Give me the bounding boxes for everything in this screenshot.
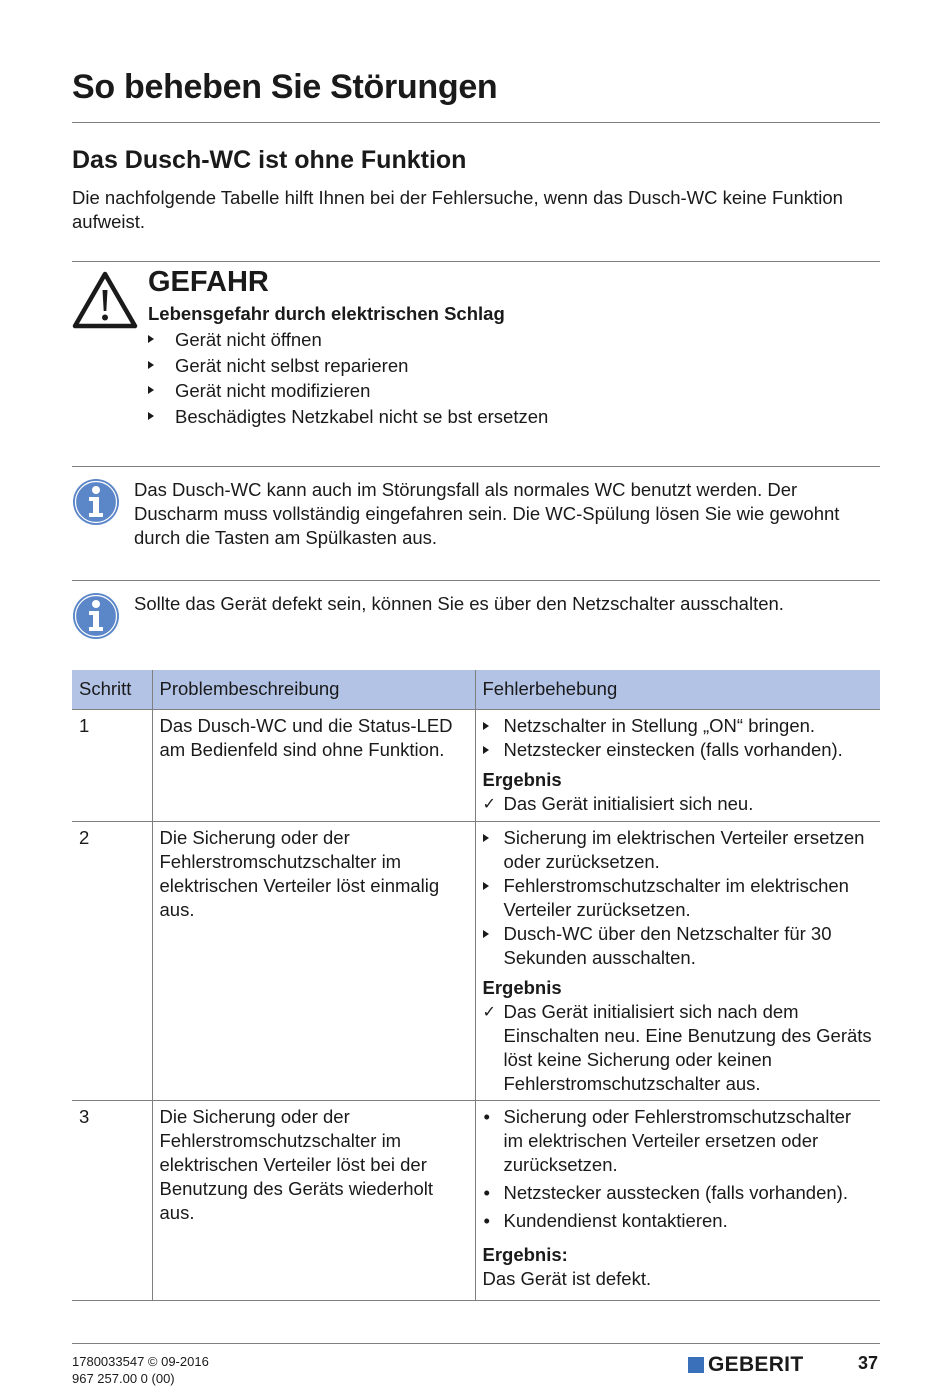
action-item: • Kundendienst kontaktieren. <box>483 1209 728 1231</box>
step-cell: 1 <box>72 709 152 821</box>
page-number: 37 <box>858 1353 879 1373</box>
action-list <box>483 714 874 762</box>
part-number: 967 257.00 0 (00) <box>72 1371 175 1386</box>
problem-cell: Die Sicherung oder der Fehlerstromschutzschalter im elektrischen Verteiler löst bei der Benutzung des Geräts wiederholt aus. <box>152 1100 475 1300</box>
intro-text: Die nachfolgende Tabelle hilft Ihnen bei der Fehlersuche, wenn das Dusch-WC keine Funktion aufweist. <box>72 187 843 232</box>
brand-logo <box>688 1354 803 1376</box>
action-item: Netzschalter in Stellung „ON“ bringen. <box>483 714 874 738</box>
note-text: Das Dusch-WC kann auch im Störungsfall als normales WC benutzt werden. Der Duscharm muss vollständig eingefahren sein. Die WC-Spülung lösen Sie wie gewohnt durch die Tasten am Spülkasten aus. <box>134 479 840 548</box>
danger-divider <box>72 261 880 262</box>
arrow-icon <box>483 930 489 938</box>
note-divider <box>72 580 880 581</box>
footer-divider <box>72 1343 880 1344</box>
column-header-fix: Fehlerbehebung <box>475 670 880 709</box>
fix-cell <box>475 821 880 1100</box>
warning-triangle-icon <box>72 271 138 329</box>
table-row <box>72 821 880 1100</box>
result-label: Ergebnis <box>482 976 562 998</box>
info-icon <box>72 592 120 640</box>
problem-cell: Das Dusch-WC und die Status-LED am Bedienfeld sind ohne Funktion. <box>152 709 475 821</box>
result-item: ✓ Das Gerät initialisiert sich nach dem Einschalten neu. Eine Benutzung des Geräts löst keine Sicherung oder keinen Fehlerstromschutzschalter aus. <box>482 1000 872 1094</box>
arrow-icon <box>148 412 154 420</box>
column-header-step: Schritt <box>72 670 152 709</box>
arrow-icon <box>148 386 154 394</box>
bullet-icon: • <box>483 1181 490 1203</box>
action-list <box>483 1105 874 1233</box>
action-item: • Sicherung oder Fehlerstromschutzschalter im elektrischen Verteiler ersetzen oder zurücksetzen. <box>483 1105 852 1175</box>
table-row <box>72 1100 880 1300</box>
column-header-problem: Problembeschreibung <box>152 670 475 709</box>
action-item: Fehlerstromschutzschalter im elektrischen Verteiler zurücksetzen. <box>483 874 874 922</box>
action-item: Sicherung im elektrischen Verteiler ersetzen oder zurücksetzen. <box>483 826 874 874</box>
arrow-icon <box>483 746 489 754</box>
troubleshooting-table <box>72 670 880 1301</box>
arrow-icon <box>483 882 489 890</box>
title-divider <box>72 122 880 123</box>
page-title: So beheben Sie Störungen <box>72 68 498 106</box>
result-text: Das Gerät ist defekt. <box>482 1267 652 1289</box>
fix-cell <box>475 1100 880 1300</box>
section-title: Das Dusch-WC ist ohne Funktion <box>72 146 467 174</box>
checkmark-icon: ✓ <box>482 1001 496 1021</box>
table-row <box>72 709 880 821</box>
footer-doc-info <box>72 1353 209 1387</box>
danger-subheading: Lebensgefahr durch elektrischen Schlag <box>148 303 505 324</box>
logo-square-icon <box>688 1357 704 1373</box>
result-label: Ergebnis <box>482 768 562 790</box>
danger-list <box>148 327 548 429</box>
list-item: Gerät nicht öffnen <box>148 327 548 353</box>
arrow-icon <box>148 361 154 369</box>
result-label: Ergebnis: <box>482 1243 568 1265</box>
table-header-row <box>72 670 880 709</box>
danger-heading: GEFAHR <box>148 266 269 298</box>
action-list <box>483 826 874 970</box>
bullet-icon: • <box>483 1209 490 1231</box>
list-item: Beschädigtes Netzkabel nicht se bst ersetzen <box>148 404 548 430</box>
arrow-icon <box>483 722 489 730</box>
bullet-icon: • <box>483 1105 490 1127</box>
action-item: • Netzstecker ausstecken (falls vorhanden). <box>483 1181 848 1203</box>
result-item: ✓ Das Gerät initialisiert sich neu. <box>482 792 754 814</box>
action-item: Dusch-WC über den Netzschalter für 30 Sekunden ausschalten. <box>483 922 874 970</box>
note-text: Sollte das Gerät defekt sein, können Sie es über den Netzschalter ausschalten. <box>134 593 784 614</box>
doc-number: 1780033547 © 09-2016 <box>72 1354 209 1369</box>
brand-name: GEBERIT <box>708 1353 804 1376</box>
info-icon <box>72 478 120 526</box>
problem-cell: Die Sicherung oder der Fehlerstromschutzschalter im elektrischen Verteiler löst einmalig aus. <box>152 821 475 1100</box>
step-cell: 3 <box>72 1100 152 1300</box>
action-item: Netzstecker einstecken (falls vorhanden). <box>483 738 874 762</box>
arrow-icon <box>148 335 154 343</box>
fix-cell <box>475 709 880 821</box>
step-cell: 2 <box>72 821 152 1100</box>
checkmark-icon: ✓ <box>482 793 496 813</box>
note-divider <box>72 466 880 467</box>
list-item: Gerät nicht selbst reparieren <box>148 353 548 379</box>
arrow-icon <box>483 834 489 842</box>
list-item: Gerät nicht modifizieren <box>148 378 548 404</box>
